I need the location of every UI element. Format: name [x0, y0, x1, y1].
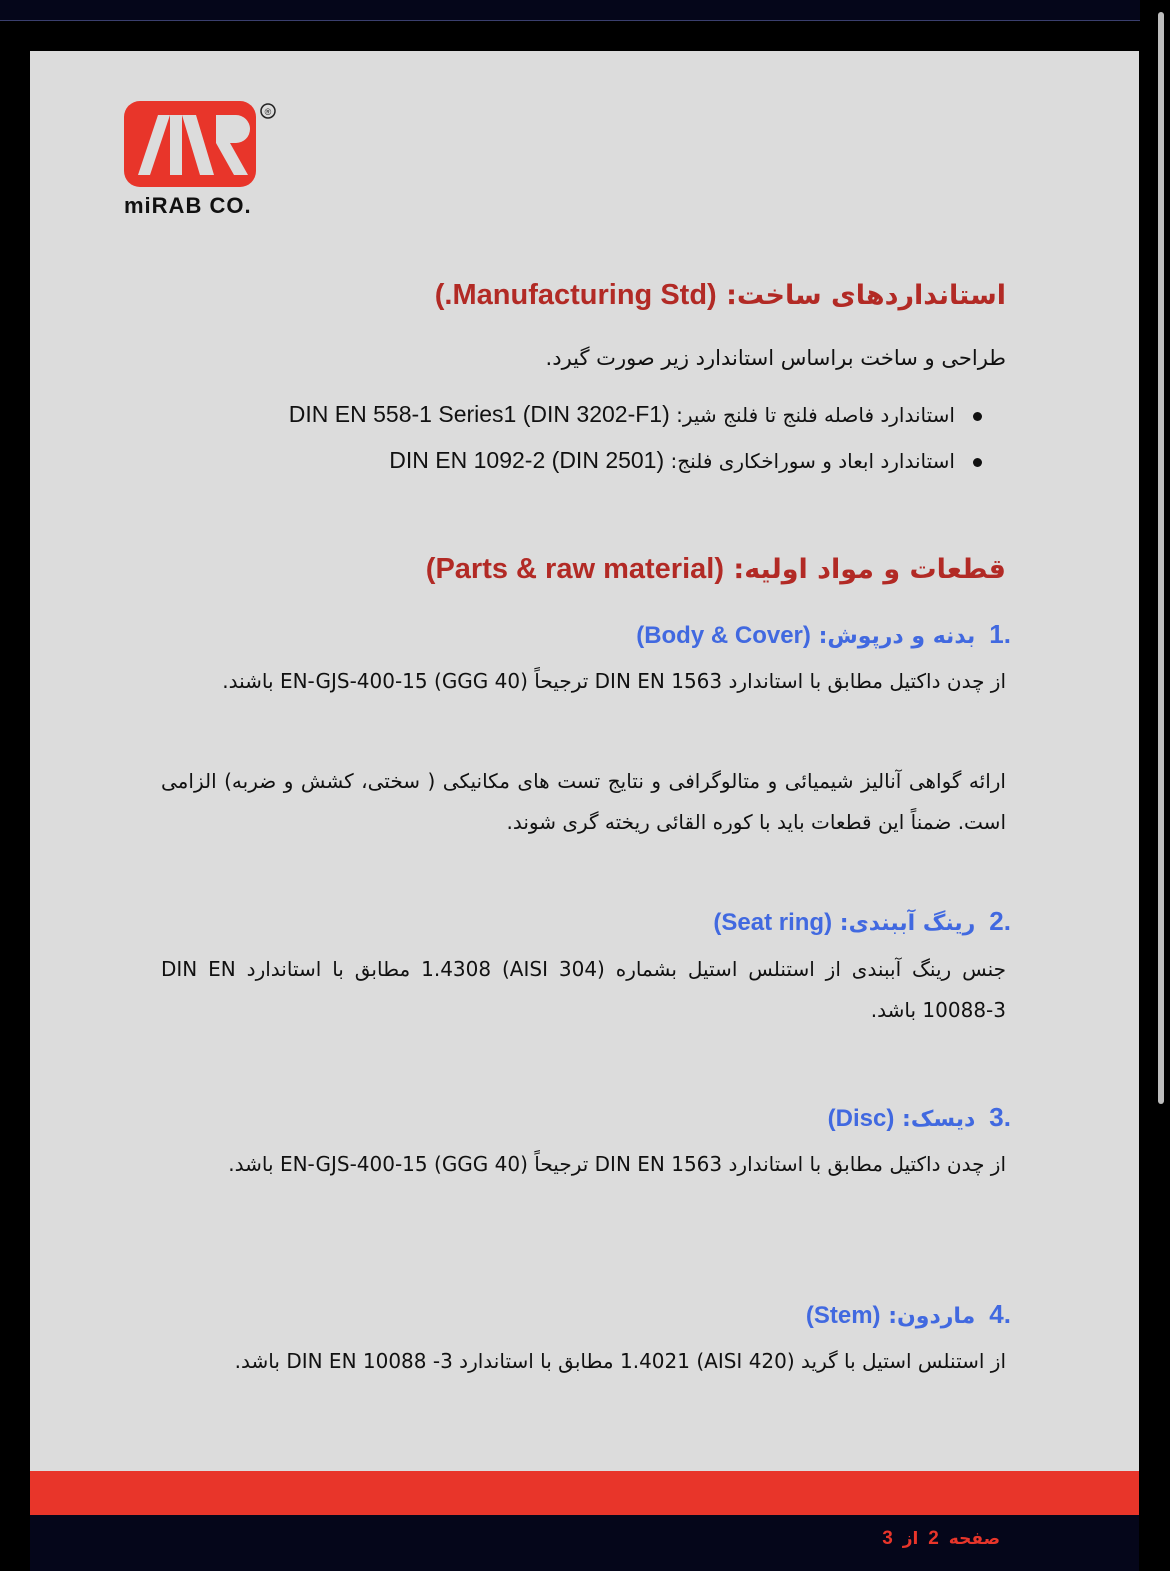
mirab-logo: [124, 101, 284, 217]
item-title-fa: بدنه و درپوش:: [818, 624, 976, 649]
item-body-cover-heading: [636, 619, 1011, 650]
bullet-value: (DIN 2501) DIN EN 1092-2: [389, 447, 665, 473]
item-disc-text: از چدن داکتیل مطابق با استاندارد DIN EN 1563 ترجیحاً (GGG 40) EN-GJS-400-15 باشد.: [228, 1152, 1006, 1176]
bullet-label: استاندارد فاصله فلنج تا فلنج شیر:: [676, 403, 955, 427]
item-title-fa: ماردون:: [888, 1304, 976, 1329]
item-body-cover-text-2: ارائه گواهی آنالیز شیمیائی و متالوگرافی و نتایج تست های مکانیکی ( سختی، کشش و ضربه) الزامی است. ضمناً این قطعات باید با کوره القائی ریخته گری شوند.: [161, 769, 1006, 834]
item-number: .3: [989, 1102, 1011, 1132]
manufacturing-std-heading: [435, 279, 1006, 312]
heading-en: (Parts & raw material): [425, 553, 724, 585]
heading-en: (Manufacturing Std.): [434, 279, 717, 311]
item-seat-ring-text: جنس رینگ آببندی از استنلس استیل بشماره (AISI 304) 1.4308 مطابق با استاندارد DIN EN 10088-3 باشد.: [161, 957, 1006, 1022]
item-number: .2: [989, 906, 1011, 936]
bullet-dot: [973, 458, 982, 467]
heading-fa: قطعات و مواد اولیه:: [733, 554, 1006, 585]
document-page: [30, 51, 1139, 1571]
bullet-face-to-face: [289, 401, 1006, 428]
item-title-fa: دیسک:: [902, 1107, 976, 1132]
page-current: 2: [928, 1528, 939, 1549]
parts-heading: [426, 553, 1006, 586]
item-title-fa: رینگ آببندی:: [839, 911, 976, 936]
item-disc-heading: [828, 1102, 1011, 1133]
item-title-en: (Stem): [805, 1302, 881, 1329]
logo-wordmark: miRAB CO.: [124, 193, 252, 217]
bullet-label: استاندارد ابعاد و سوراخکاری فلنج:: [670, 449, 955, 473]
bullet-dot: [973, 412, 982, 421]
item-title-en: (Disc): [827, 1105, 895, 1132]
heading-fa: استانداردهای ساخت:: [726, 280, 1006, 311]
footer-red-band: [30, 1471, 1139, 1515]
item-body-cover-text-1: از چدن داکتیل مطابق با استاندارد DIN EN 1563 ترجیحاً (GGG 40) EN-GJS-400-15 باشند.: [222, 669, 1006, 693]
page-of: از: [902, 1529, 919, 1549]
page-word: صفحه: [948, 1529, 1000, 1549]
registered-mark: ®: [264, 107, 272, 117]
section1-intro: طراحی و ساخت براساس استاندارد زیر صورت گیرد.: [545, 346, 1006, 370]
item-title-en: (Seat ring): [713, 909, 833, 936]
item-number: .1: [989, 619, 1011, 649]
item-stem-heading: [806, 1299, 1011, 1330]
page-total: 3: [882, 1528, 893, 1549]
bullet-flange-dimensions: [389, 447, 1006, 474]
item-title-en: (Body & Cover): [636, 622, 811, 649]
item-stem-text: از استنلس استیل با گرید (AISI 420) 1.4021 مطابق با استاندارد DIN EN 10088 -3 باشد.: [234, 1349, 1006, 1373]
vertical-scrollbar[interactable]: [1158, 12, 1164, 1104]
item-number: .4: [989, 1299, 1011, 1329]
item-seat-ring-heading: [713, 906, 1011, 937]
page-number: [878, 1528, 1000, 1550]
bullet-value: (DIN 3202-F1) DIN EN 558-1 Series1: [288, 401, 670, 427]
top-strip: [0, 0, 1140, 21]
